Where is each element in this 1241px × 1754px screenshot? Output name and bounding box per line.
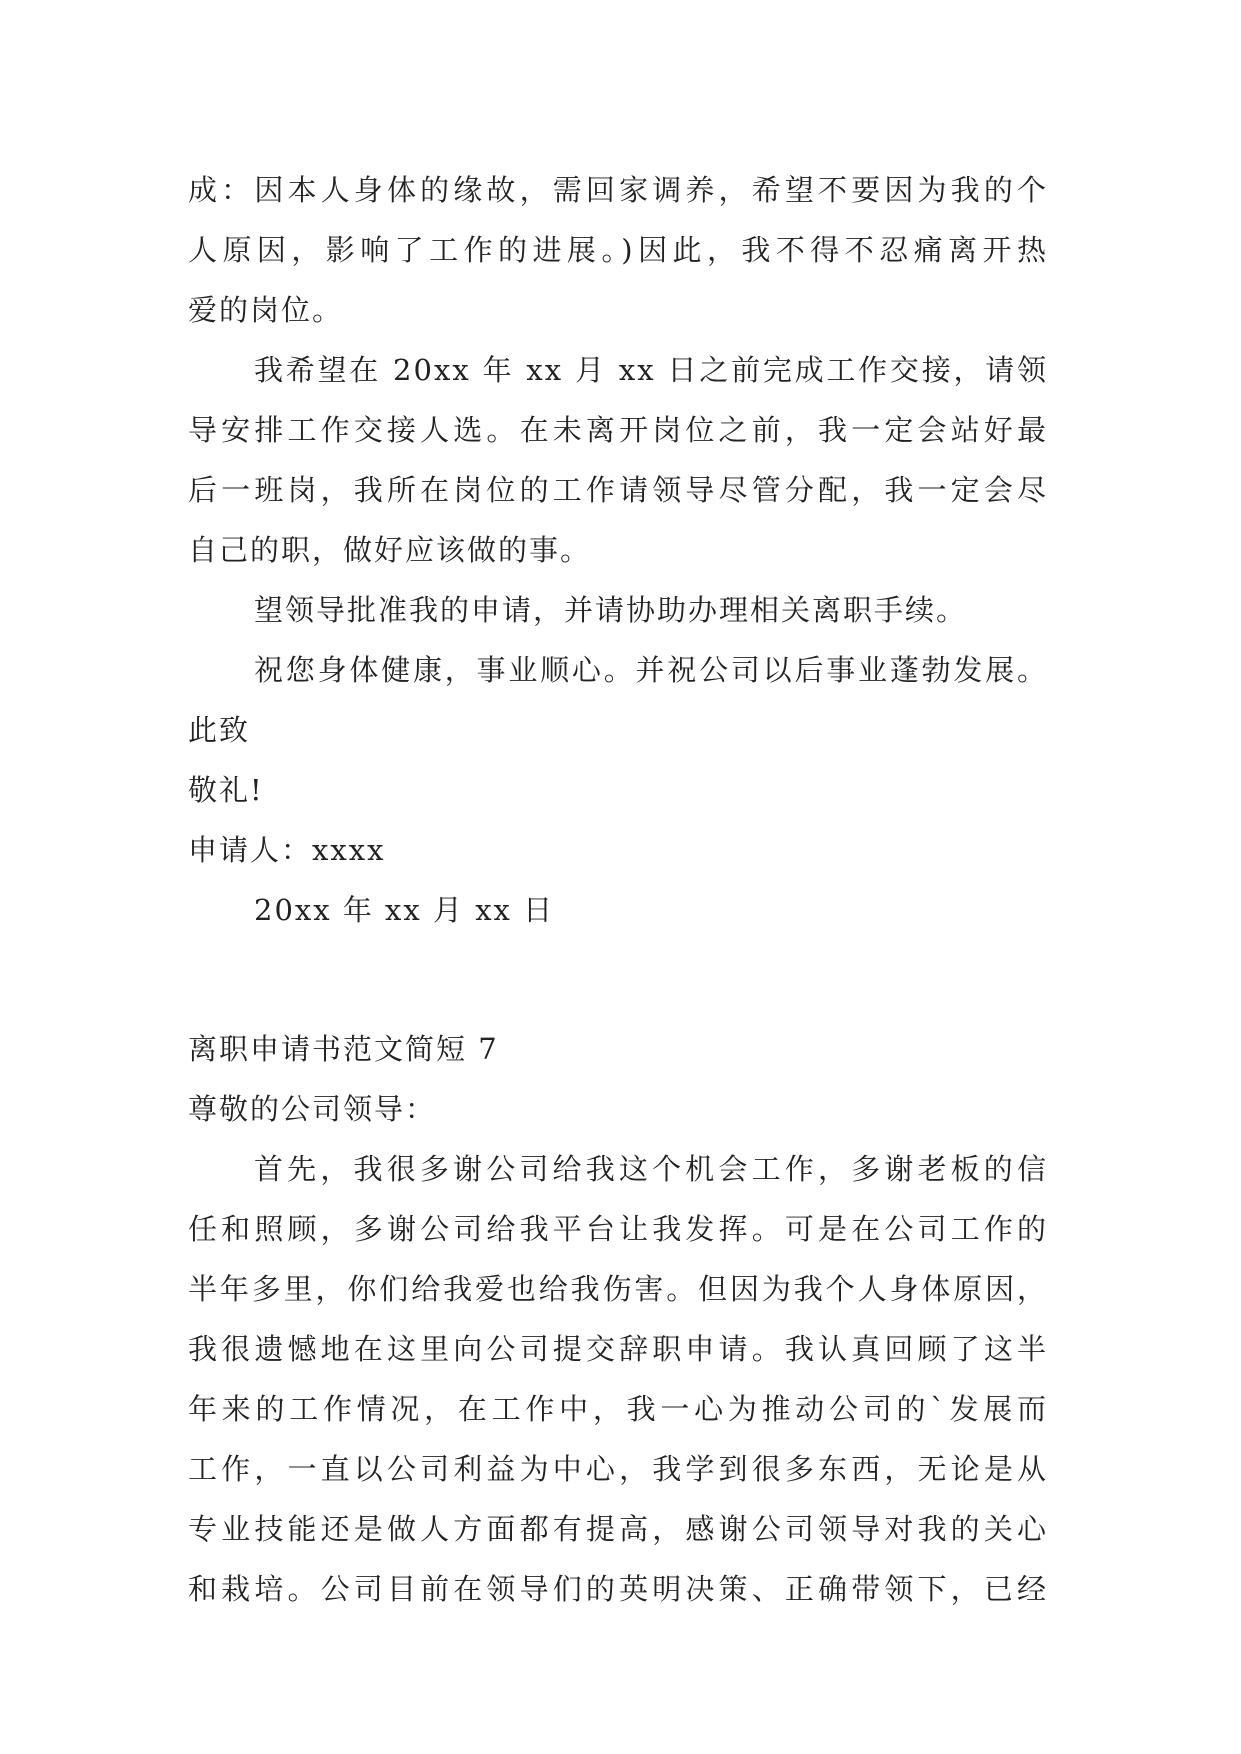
body-text-line: 专业技能还是做人方面都有提高，感谢公司领导对我的关心 <box>188 1512 1048 1546</box>
closing-line: 敬礼! <box>188 773 264 807</box>
body-text-line: 年来的工作情况，在工作中，我一心为推动公司的`发展而 <box>188 1392 1048 1426</box>
body-text-line: 工作，一直以公司利益为中心，我学到很多东西，无论是从 <box>188 1452 1048 1486</box>
body-text-line: 成：因本人身体的缘故，需回家调养，希望不要因为我的个 <box>188 173 1048 207</box>
body-text-line: 人原因，影响了工作的进展。)因此，我不得不忍痛离开热 <box>188 233 1048 267</box>
body-text-line: 任和照顾，多谢公司给我平台让我发挥。可是在公司工作的 <box>188 1212 1048 1246</box>
body-text-line: 祝您身体健康，事业顺心。并祝公司以后事业蓬勃发展。 <box>254 653 1048 687</box>
body-text-line: 爱的岗位。 <box>188 293 344 327</box>
date-line: 20xx 年 xx 月 xx 日 <box>254 893 555 927</box>
body-text-line: 首先，我很多谢公司给我这个机会工作，多谢老板的信 <box>254 1152 1048 1186</box>
salutation: 尊敬的公司领导： <box>188 1092 437 1126</box>
closing-line: 此致 <box>188 713 251 747</box>
body-text-line: 半年多里，你们给我爱也给我伤害。但因为我个人身体原因， <box>188 1272 1048 1306</box>
body-text-line: 自己的职，做好应该做的事。 <box>188 533 592 567</box>
body-text-line: 导安排工作交接人选。在未离开岗位之前，我一定会站好最 <box>188 413 1048 447</box>
applicant-line: 申请人：xxxx <box>188 833 386 867</box>
body-text-line: 我很遗憾地在这里向公司提交辞职申请。我认真回顾了这半 <box>188 1332 1048 1366</box>
section-gap <box>188 940 1048 1019</box>
body-text-line: 望领导批准我的申请，并请协助办理相关离职手续。 <box>254 593 968 627</box>
body-text-line: 和栽培。公司目前在领导们的英明决策、正确带领下，已经 <box>188 1572 1048 1606</box>
document-page <box>188 160 1048 1619</box>
body-text-line: 我希望在 20xx 年 xx 月 xx 日之前完成工作交接，请领 <box>254 353 1048 387</box>
body-text-line: 后一班岗，我所在岗位的工作请领导尽管分配，我一定会尽 <box>188 473 1048 507</box>
section-title: 离职申请书范文简短 7 <box>188 1032 499 1066</box>
